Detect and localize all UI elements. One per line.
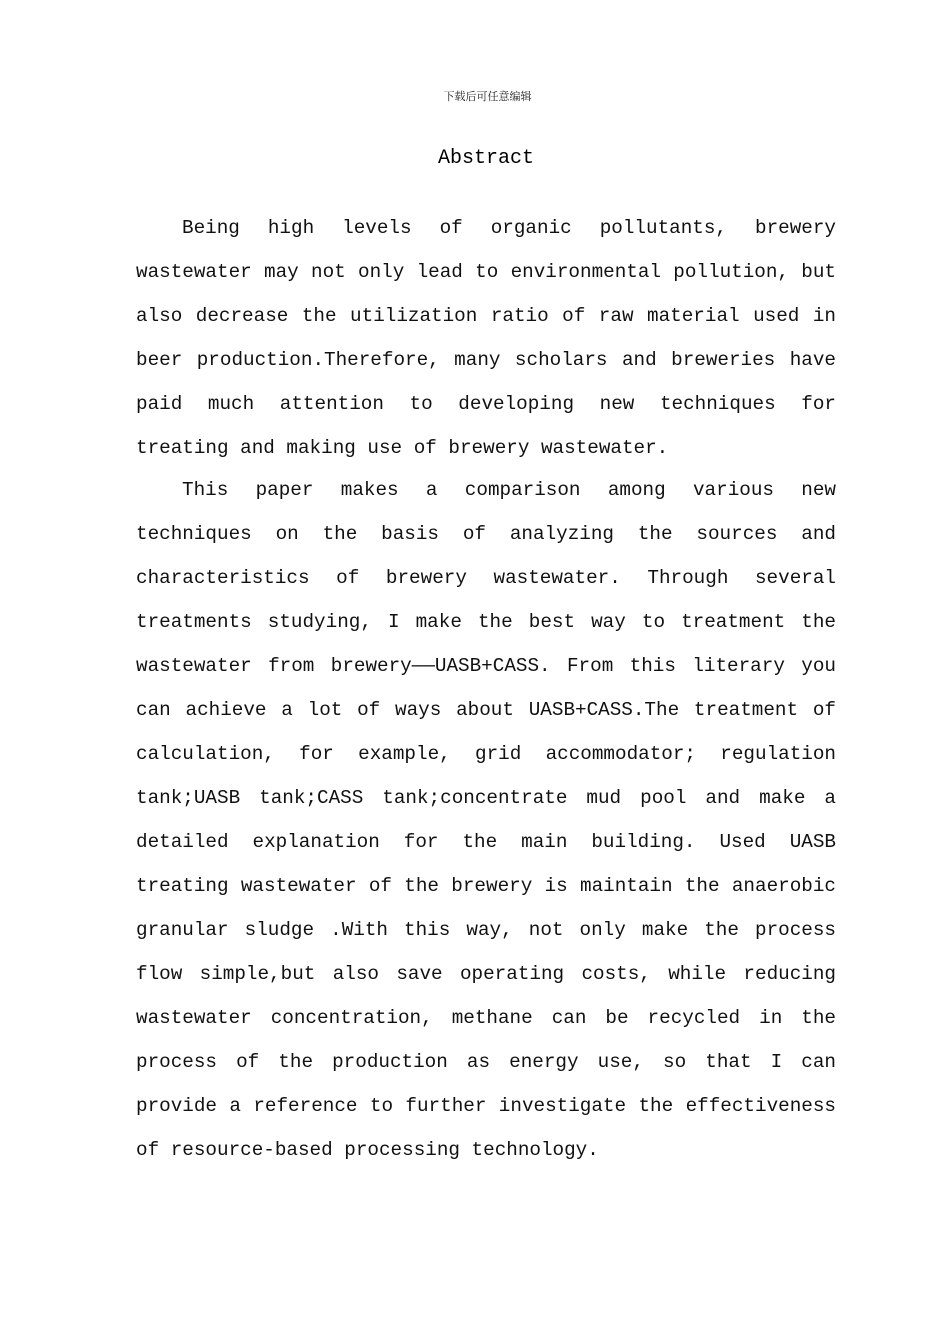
abstract-paragraph-2: This paper makes a comparison among various new techniques on the basis of analyzing the sources and characteristics of brewery wastewater. Through several treatments studying, I make the best way to treatment the wastewater from brewery——UASB+CASS. From this literary you can achieve a lot of ways about UASB+CASS.The treatment of calculation, for example, grid accommodator; regulation tank;UASB tank;CASS tank;concentrate mud pool and make a detailed explanation for the main building. Used UASB treating wastewater of the brewery is maintain the anaerobic granular sludge .With this way, not only make the process flow simple,but also save operating costs, while reducing wastewater concentration, methane can be recycled in the process of the production as energy use, so that I can provide a reference to further investigate the effectiveness of resource-based processing technology.	[136, 479, 836, 1161]
abstract-title: Abstract	[437, 147, 534, 170]
header-note: 下载后可任意编辑	[443, 90, 532, 103]
abstract-paragraph-1: Being high levels of organic pollutants, brewery wastewater may not only lead to environmental pollution, but also decrease the utilization ratio of raw material used in beer production.Therefore, many scholars and breweries have paid much attention to developing new techniques for treating and making use of brewery wastewater.	[136, 217, 836, 459]
